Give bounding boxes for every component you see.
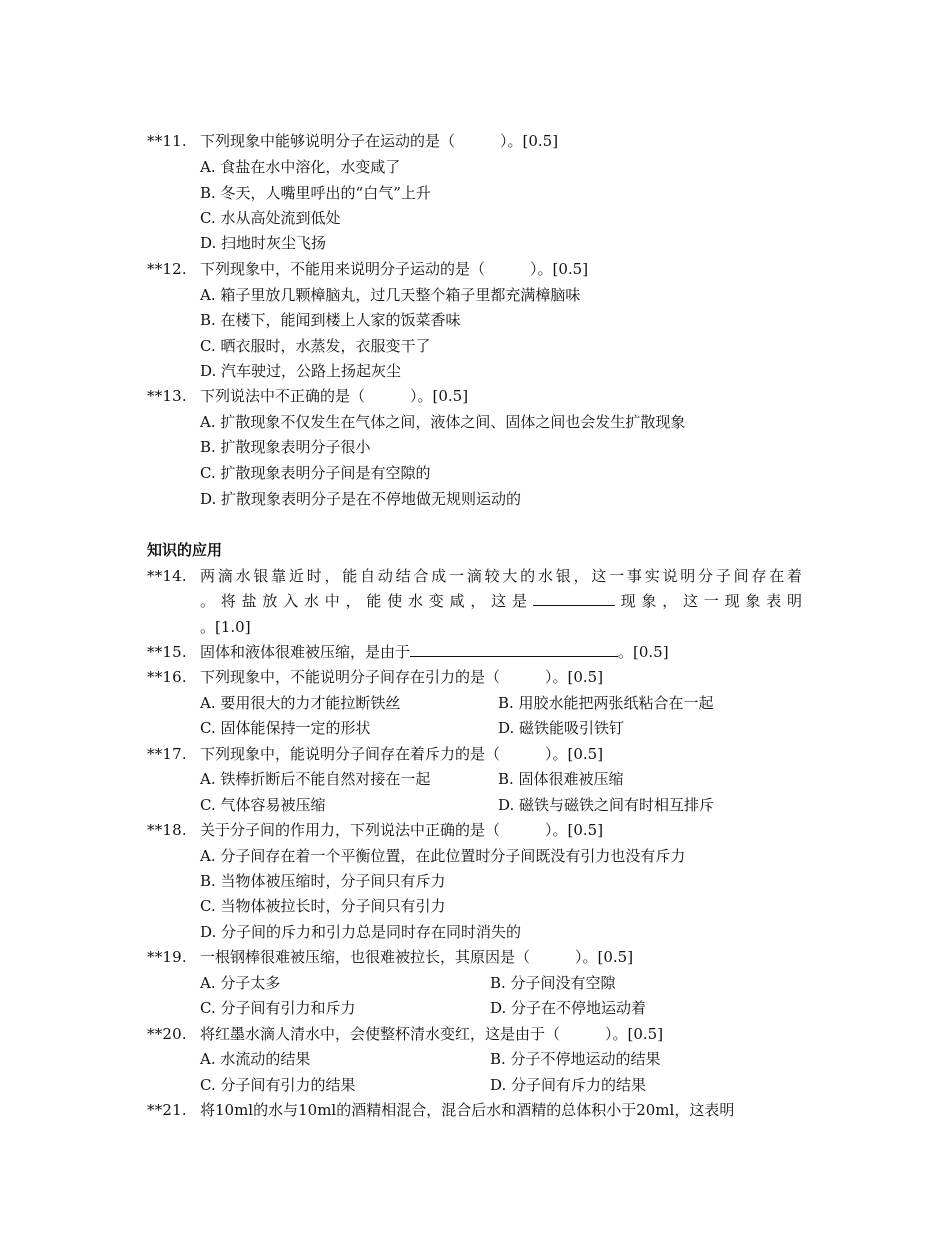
option-b: B. 分子不停地运动的结果 [490, 1050, 661, 1068]
option-b: B. 分子间没有空隙 [490, 974, 616, 992]
fill-blank[interactable] [533, 588, 615, 606]
question-number: **21. [147, 1101, 187, 1119]
question-number: **16. [147, 668, 187, 686]
question-stem: 固体和液体很难被压缩，是由于 。[0.5] [200, 639, 669, 665]
section-heading: 知识的应用 [147, 541, 223, 559]
question-stem: 将10ml的水与10ml的酒精相混合，混合后水和酒精的总体积小于20ml，这表明 [200, 1101, 735, 1119]
question-stem: 下列现象中，不能用来说明分子运动的是（ ）。[0.5] [200, 260, 589, 278]
question-number: **13. [147, 387, 187, 405]
question-number: **14. [147, 567, 187, 585]
option-c: C. 气体容易被压缩 [200, 796, 326, 814]
option-d: D. 磁铁与磁铁之间有时相互排斥 [498, 796, 715, 814]
question-stem-line-2: 。将盐放入水中，能使水变咸，这是 现象，这一现象表明 [200, 588, 802, 614]
question-stem: 下列说法中不正确的是（ ）。[0.5] [200, 387, 469, 405]
question-stem: 下列现象中，不能说明分子间存在引力的是（ ）。[0.5] [200, 668, 604, 686]
question-number: **11. [147, 132, 187, 150]
question-stem-line-3: 。[1.0] [200, 618, 251, 636]
question-stem: 一根钢棒很难被压缩，也很难被拉长，其原因是（ ）。[0.5] [200, 948, 634, 966]
fill-blank[interactable] [410, 639, 618, 657]
question-stem: 关于分子间的作用力，下列说法中正确的是（ ）。[0.5] [200, 821, 604, 839]
option-a: A. 铁棒折断后不能自然对接在一起 [200, 770, 431, 788]
option-b: B. 固体很难被压缩 [498, 770, 624, 788]
option-b: B. 用胶水能把两张纸粘合在一起 [498, 694, 714, 712]
option-d: D. 分子间有斥力的结果 [490, 1076, 647, 1094]
question-number: **17. [147, 745, 187, 763]
option-d: D. 磁铁能吸引铁钉 [498, 719, 625, 737]
question-number: **15. [147, 643, 187, 661]
question-number: **18. [147, 821, 187, 839]
question-number: **12. [147, 260, 187, 278]
question-stem-line-1: 两滴水银靠近时，能自动结合成一滴较大的水银，这一事实说明分子间存在着 [200, 567, 802, 585]
question-number: **20. [147, 1025, 187, 1043]
option-c: C. 固体能保持一定的形状 [200, 719, 371, 737]
option-c: C. 分子间有引力和斥力 [200, 999, 356, 1017]
exercise-page: **11. 下列现象中能够说明分子在运动的是（ ）。[0.5] A. 食盐在水中溶化，水变咸了 B. 冬天，人嘴里呼出的“白气”上升 C. 水从高处流到低处 D. 扫地时灰尘飞扬 **12. 下列现象中，不能用来说明分子运动的是（ ）。[0.5] A. 箱子里放几颗樟脑丸，过几天整个箱子里都充满樟脑味 B. 在楼下，能闻到楼上人家的饭菜香味 C. 晒衣服时，水蒸发，衣服变干了 D. 汽车驶过，公路上扬起灰尘 **13. 下列说法中不正确的是（ ）。[0.5] A. 扩散现象不仅发生在气体之间，液体之间、固体之间也会发生扩散现象 B. 扩散现象表明分子很小 C. 扩散现象表明分子间是有空隙的 D. 扩散现象表明分子是在不停地做无规则运动的 知识的应用 **14. 两滴水银靠近时，能自动结合成一滴较大的水银，这一事实说明分子间存在着 。将盐放入水中，能使水变咸，这是 现象，这一现象表明 。[1.0] **15. 固体和液体很难被压缩，是由于 。[0.5] **16. 下列现象中，不能说明分子间存在引力的是（ ）。[0.5] A. 要用很大的力才能拉断铁丝 B. 用胶水能把两张纸粘合在一起 C. 固体能保持一定的形状 D. 磁铁能吸引铁钉 **17. 下列现象中，能说明分子间存在着斥力的是（ ）。[0.5] A. 铁棒折断后不能自然对接在一起 B. 固体很难被压缩 C. 气体容易被压缩 D. 磁铁与磁铁之间有时相互排斥 **18. 关于分子间的作用力，下列说法中正确的是（ ）。[0.5] A. 分子间存在着一个平衡位置，在此位置时分子间既没有引力也没有斥力 B. 当物体被压缩时，分子间只有斥力 C. 当物体被拉长时，分子间只有引力 D. 分子间的斥力和引力总是同时存在同时消失的 **19. 一根钢棒很难被压缩，也很难被拉长，其原因是（ ）。[0.5] A. 分子太多 B. 分子间没有空隙 C. 分子间有引力和斥力 D. 分子在不停地运动着 **20. 将红墨水滴人清水中，会使整杯清水变红，这是由于（ ）。[0.5] A. 水流动的结果 B. 分子不停地运动的结果 C. 分子间有引力的结果 D. 分子间有斥力的结果 **21. 将10ml的水与10ml的酒精相混合，混合后水和酒精的总体积小于20ml，这表明 [0, 0, 950, 1252]
question-stem: 将红墨水滴人清水中，会使整杯清水变红，这是由于（ ）。[0.5] [200, 1025, 664, 1043]
option-d: D. 分子在不停地运动着 [490, 999, 647, 1017]
option-a: A. 水流动的结果 [200, 1050, 311, 1068]
question-stem: 下列现象中能够说明分子在运动的是（ ）。[0.5] [200, 132, 559, 150]
option-a: A. 要用很大的力才能拉断铁丝 [200, 694, 401, 712]
question-stem: 下列现象中，能说明分子间存在着斥力的是（ ）。[0.5] [200, 745, 604, 763]
option-a: A. 分子太多 [200, 974, 281, 992]
option-c: C. 分子间有引力的结果 [200, 1076, 356, 1094]
question-number: **19. [147, 948, 187, 966]
